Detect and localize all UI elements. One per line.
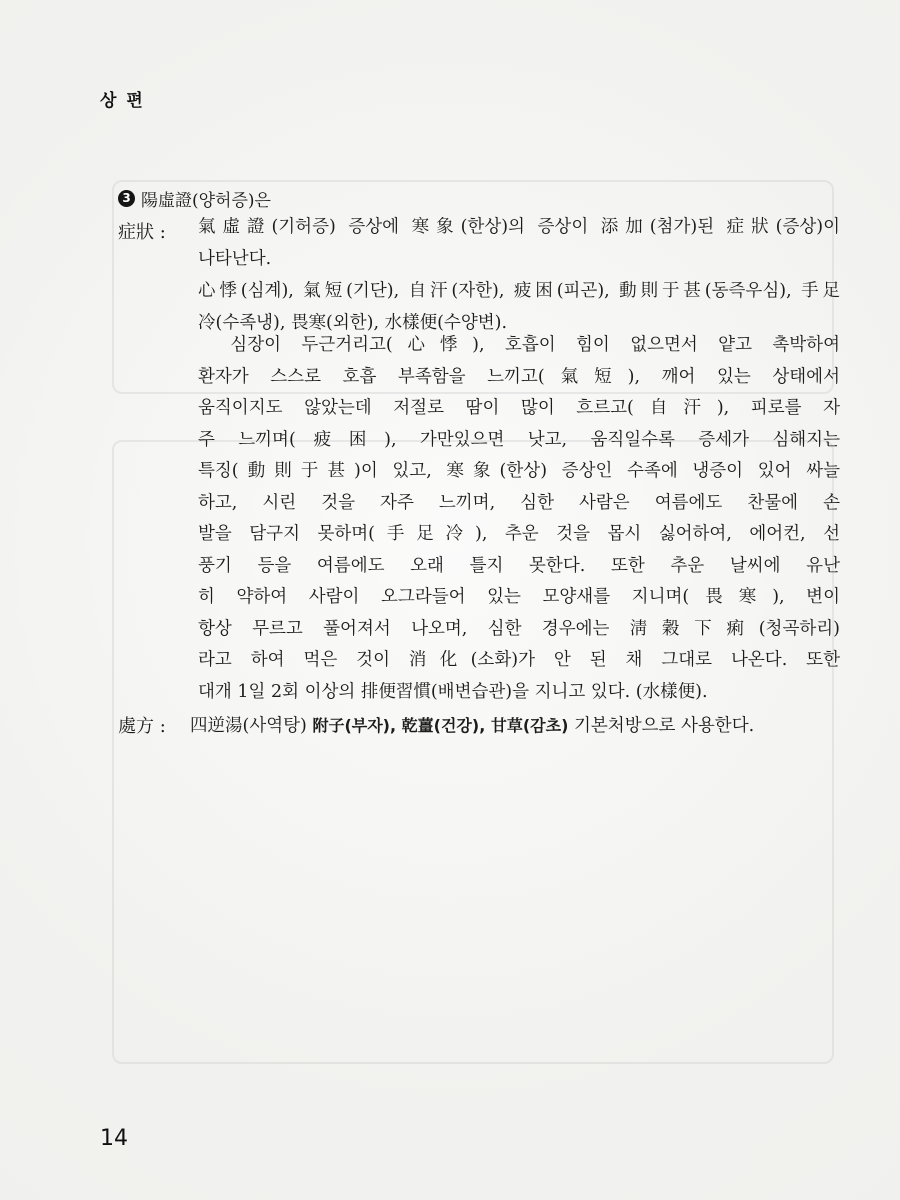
description-line: 풍기 등을 여름에도 오래 틀지 못한다. 또한 추운 날씨에 유난 (198, 555, 840, 576)
description-line: 항상 무르고 풀어져서 나오며, 심한 경우에는 淸穀下痢(청곡하리) (198, 618, 840, 639)
description-line: 환자가 스스로 호흡 부족함을 느끼고(氣短), 깨어 있는 상태에서 (198, 366, 840, 387)
symptoms-intro (198, 212, 840, 275)
prescription-content (190, 710, 754, 742)
description-line: 특징(動則于甚)이 있고, 寒象(한상) 증상인 수족에 냉증이 있어 싸늘 (198, 461, 840, 481)
description-line: 대개 1일 2회 이상의 排便習慣(배변습관)을 지니고 있다. (水樣便). (198, 681, 708, 702)
description-line: 라고 하여 먹은 것이 消化(소화)가 안 된 채 그대로 나온다. 또한 (198, 650, 840, 670)
description-line: 주 느끼며(疲困), 가만있으면 낫고, 움직일수록 증세가 심해지는 (198, 429, 840, 450)
page-number: 14 (100, 1126, 128, 1151)
prescription-tail: 기본처방으로 사용한다. (573, 716, 755, 736)
symptoms-line-1: 氣虛證(기허증) 증상에 寒象(한상)의 증상이 添加(첨가)된 症狀(증상)이 (198, 217, 840, 237)
symptoms-list-line-1: 心悸(심계), 氣短(기단), 自汗(자한), 疲困(피곤), 動則于甚(동즉우심), 手足 (198, 281, 840, 301)
description-line: 심장이 두근거리고(心悸), 호흡이 힘이 없으면서 얕고 촉박하여 (198, 335, 840, 355)
description-line: 하고, 시린 것을 자주 느끼며, 심한 사람은 여름에도 찬물에 손 (198, 492, 840, 513)
description-line: 움직이지도 않았는데 저절로 땀이 많이 흐르고(自汗), 피로를 자 (198, 398, 840, 418)
symptoms-description (198, 330, 840, 708)
section-header: 상 편 (100, 91, 145, 111)
description-line: 발을 담구지 못하며(手足冷), 추운 것을 몹시 싫어하여, 에어컨, 선 (198, 524, 840, 544)
symptoms-label: 症狀 : (118, 222, 166, 243)
description-line: 히 약하여 사람이 오그라들어 있는 모양새를 지니며(畏寒), 변이 (198, 587, 840, 607)
prescription-label: 處方 : (118, 716, 166, 737)
herb-aconite: 附子(부자), (312, 716, 397, 735)
herb-licorice: 甘草(감초) (490, 716, 569, 735)
circled-number-marker: 3 (118, 190, 135, 207)
symptoms-list-line-2: 冷(수족냉), 畏寒(외한), 水樣便(수양변). (198, 312, 508, 333)
item-title: 陽虛證(양허증)은 (141, 191, 271, 211)
symptoms-line-2: 나타난다. (198, 248, 272, 269)
item-heading (118, 186, 271, 211)
prescription-formula: 四逆湯(사역탕) (190, 716, 307, 736)
herb-dried-ginger: 乾薑(건강), (401, 716, 486, 735)
